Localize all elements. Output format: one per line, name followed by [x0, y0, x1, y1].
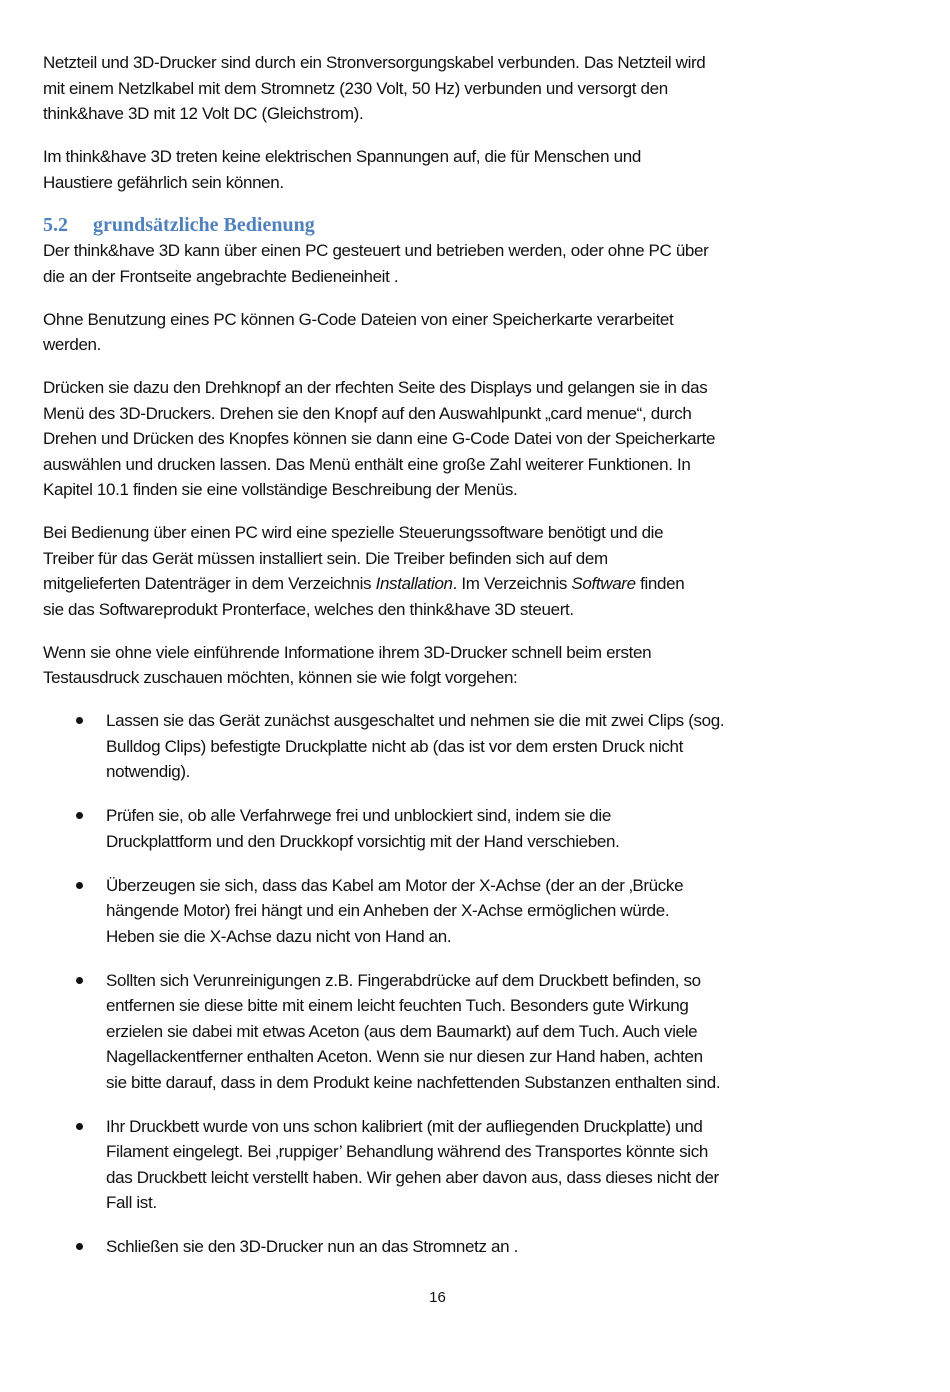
- paragraph: [43, 520, 903, 622]
- bullet-icon: [76, 882, 83, 889]
- paragraph: [43, 640, 903, 691]
- text-line: [43, 546, 903, 572]
- page-number: 16: [429, 1289, 446, 1306]
- paragraph: [43, 238, 903, 289]
- text-line: Haustiere gefährlich sein können.: [43, 172, 284, 192]
- text-line: [43, 375, 903, 401]
- text-line: [43, 452, 903, 478]
- text-line: [43, 477, 903, 503]
- text-line: Prüfen sie, ob alle Verfahrwege frei und unblockiert sind, indem sie die: [106, 806, 611, 825]
- text-line: Fall ist.: [106, 1193, 157, 1212]
- text-segment: sie das Softwareprodukt Pronterface, welches den think&have 3D steuert.: [43, 599, 574, 619]
- text-segment: Der think&have 3D kann über einen PC gesteuert und betrieben werden, oder ohne PC über: [43, 241, 709, 260]
- list-item: [43, 873, 903, 950]
- text-line: Lassen sie das Gerät zunächst ausgeschaltet und nehmen sie die mit zwei Clips (sog.: [106, 711, 725, 730]
- text-segment: werden.: [43, 335, 102, 354]
- text-segment: Menü des 3D-Druckers. Drehen sie den Knopf auf den Auswahlpunkt „card menue“, durch: [43, 403, 692, 423]
- text-segment: Treiber für das Gerät müssen installiert sein. Die Treiber befinden sich auf dem: [43, 548, 608, 568]
- text-line: Sollten sich Verunreinigungen z.B. Fingerabdrücke auf dem Druckbett befinden, so: [106, 970, 701, 990]
- text-segment: Drücken sie dazu den Drehknopf an der rfechten Seite des Displays und gelangen sie in das: [43, 378, 708, 397]
- text-line: erzielen sie dabei mit etwas Aceton (aus dem Baumarkt) auf dem Tuch. Auch viele: [106, 1021, 698, 1041]
- text-line: Im think&have 3D treten keine elektrischen Spannungen auf, die für Menschen und: [43, 147, 641, 166]
- text-line: mit einem Netzlkabel mit dem Stromnetz (230 Volt, 50 Hz) verbunden und versorgt den: [43, 78, 668, 98]
- text-line: [43, 307, 903, 333]
- text-segment: die an der Frontseite angebrachte Bedieneinheit .: [43, 266, 399, 286]
- text-line: hängende Motor) frei hängt und ein Anheben der X-Achse ermöglichen würde.: [106, 901, 670, 920]
- text-line: Nagellackentferner enthalten Aceton. Wenn sie nur diesen zur Hand haben, achten: [106, 1047, 703, 1066]
- text-line: Druckplattform und den Druckkopf vorsichtig mit der Hand verschieben.: [106, 831, 620, 851]
- paragraph: [43, 375, 903, 503]
- text-line: das Druckbett leicht verstellt haben. Wir gehen aber davon aus, dass dieses nicht der: [106, 1167, 719, 1187]
- section-title: grundsätzliche Bedienung: [93, 213, 315, 236]
- text-line: Schließen sie den 3D-Drucker nun an das Stromnetz an .: [106, 1237, 518, 1256]
- list-item: [43, 803, 903, 854]
- list-item: [43, 1114, 903, 1216]
- text-line: Netzteil und 3D-Drucker sind durch ein Stronversorgungskabel verbunden. Das Netzteil wird: [43, 53, 706, 72]
- text-line: entfernen sie diese bitte mit einem leicht feuchten Tuch. Besonders gute Wirkung: [106, 996, 689, 1015]
- section-number: 5.2: [43, 213, 68, 236]
- bullet-icon: [76, 717, 83, 724]
- text-line: Filament eingelegt. Bei ‚ruppiger’ Behandlung während des Transportes könnte sich: [106, 1142, 708, 1161]
- text-line: [43, 401, 903, 427]
- text-segment: Drehen und Drücken des Knopfes können sie dann eine G-Code Datei von der Speicherkarte: [43, 429, 716, 448]
- paragraph: [43, 144, 903, 195]
- text-segment: Bei Bedienung über einen PC wird eine spezielle Steuerungssoftware benötigt und die: [43, 523, 664, 542]
- text-line: [43, 597, 903, 623]
- list-item: [43, 968, 903, 1096]
- bullet-icon: [76, 812, 83, 819]
- bullet-icon: [76, 1123, 83, 1130]
- text-line: Ihr Druckbett wurde von uns schon kalibriert (mit der aufliegenden Druckplatte) und: [106, 1116, 703, 1136]
- text-segment: Wenn sie ohne viele einführende Informatione ihrem 3D-Drucker schnell beim ersten: [43, 642, 652, 662]
- list-item: [43, 1234, 903, 1260]
- bullet-icon: [76, 1243, 83, 1250]
- text-line: [43, 426, 903, 452]
- italic-term: Software: [571, 574, 636, 593]
- text-segment: Kapitel 10.1 finden sie eine vollständige Beschreibung der Menüs.: [43, 480, 518, 499]
- text-line: Bulldog Clips) befestigte Druckplatte nicht ab (das ist vor dem ersten Druck nicht: [106, 736, 683, 756]
- text-line: Überzeugen sie sich, dass das Kabel am Motor der X-Achse (der an der ‚Brücke: [106, 875, 684, 895]
- text-line: notwendig).: [106, 762, 191, 781]
- document-page: [43, 50, 903, 1278]
- text-line: sie bitte darauf, dass in dem Produkt keine nachfettenden Substanzen enthalten sind.: [106, 1072, 721, 1092]
- text-line: [43, 332, 903, 358]
- paragraph: [43, 307, 903, 358]
- text-line: [43, 665, 903, 691]
- text-line: Heben sie die X-Achse dazu nicht von Hand an.: [106, 926, 452, 946]
- text-segment: mitgelieferten Datenträger in dem Verzeichnis: [43, 574, 376, 593]
- text-segment: finden: [635, 574, 685, 593]
- text-line: think&have 3D mit 12 Volt DC (Gleichstrom).: [43, 104, 364, 123]
- text-line: [43, 238, 903, 264]
- paragraph: [43, 50, 903, 127]
- bullet-icon: [76, 977, 83, 984]
- text-segment: Testausdruck zuschauen möchten, können sie wie folgt vorgehen:: [43, 668, 518, 687]
- text-line: [43, 264, 903, 290]
- text-line: [43, 571, 903, 597]
- text-segment: Ohne Benutzung eines PC können G-Code Dateien von einer Speicherkarte verarbeitet: [43, 309, 674, 329]
- text-line: [43, 520, 903, 546]
- italic-term: Installation: [375, 574, 453, 593]
- list-item: [43, 708, 903, 785]
- text-segment: . Im Verzeichnis: [452, 574, 572, 593]
- text-line: [43, 640, 903, 666]
- section-heading: [43, 213, 903, 239]
- text-segment: auswählen und drucken lassen. Das Menü enthält eine große Zahl weiterer Funktionen. In: [43, 454, 691, 474]
